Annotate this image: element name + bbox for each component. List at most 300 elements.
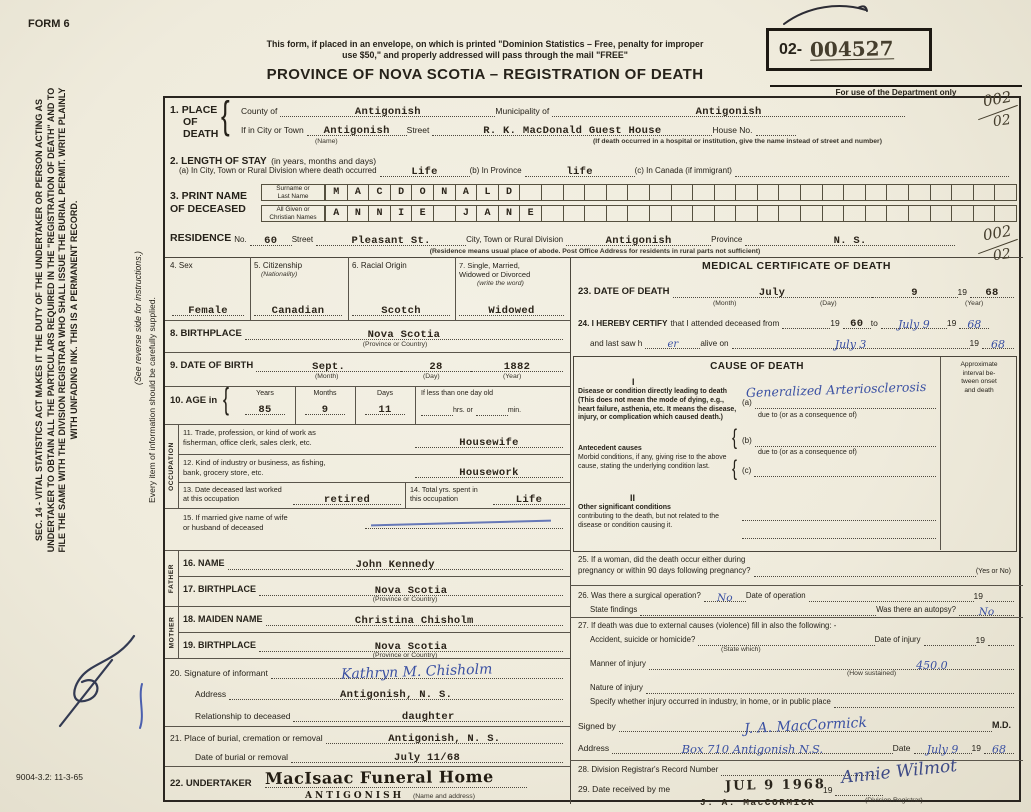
letter-cell	[843, 206, 865, 221]
physician-address-line	[612, 739, 892, 754]
field-1-row-county	[241, 104, 905, 117]
physician-signature: J. A. MacCormick	[743, 714, 868, 738]
letter-cell: A	[476, 206, 498, 221]
field-2-row	[179, 164, 1009, 177]
letter-cell	[584, 185, 606, 200]
age-less-label: If less than one day old	[421, 390, 493, 397]
specify-line	[834, 696, 1014, 708]
pregnancy-line	[754, 565, 976, 577]
city-town-value-line	[307, 123, 407, 136]
letter-cell	[930, 206, 952, 221]
birth-month-sub: (Month)	[315, 373, 339, 380]
cause-c-label: (c)	[742, 466, 752, 476]
field-11-label: 11. Trade, profession, or kind of work as fisherman, office clerk, sales clerk, etc.	[183, 428, 316, 447]
house-no-label: House No.	[712, 124, 753, 135]
letter-cell	[692, 185, 714, 200]
field-12-label: 12. Kind of industry or business, as fishing, bank, grocery store, etc.	[183, 458, 326, 477]
marital-line	[459, 303, 564, 316]
certify-label-rest: that I attended deceased from	[670, 318, 780, 328]
residence-no-line	[250, 232, 292, 246]
age-months-label: Months	[313, 390, 337, 397]
row-divider	[179, 454, 570, 455]
form-number: FORM 6	[28, 18, 70, 30]
municipality-label: Municipality of	[495, 105, 550, 116]
field-18-row	[183, 612, 563, 626]
field-25-line1: 25. If a woman, did the death occur either during	[578, 555, 746, 564]
row-divider	[570, 585, 1023, 586]
letter-cell	[994, 206, 1016, 221]
letter-cell	[649, 206, 671, 221]
other-conditions-text: contributing to the death, but not related to the disease or condition causing it.	[578, 513, 719, 529]
death-month-value: July	[758, 286, 786, 299]
row-divider	[179, 482, 570, 483]
last-saw-mark-line	[645, 336, 700, 349]
row-divider	[165, 658, 570, 659]
sex-value: Female	[188, 304, 228, 317]
burial-place-value: Antigonish, N. S.	[388, 732, 501, 745]
physician-address-label: Address	[578, 742, 610, 753]
letter-cell	[886, 185, 908, 200]
field-28-row	[578, 764, 878, 776]
burial-place-label: 21. Place of burial, cremation or removal	[170, 732, 323, 743]
letter-cell	[714, 206, 736, 221]
birth-month-line	[256, 358, 401, 372]
attended-from-line	[782, 316, 830, 329]
residence-street-line	[316, 232, 466, 246]
letter-cell	[800, 206, 822, 221]
last-saw-date-value: July 3	[834, 338, 867, 351]
received-year-prefix: 19	[823, 784, 833, 795]
alive-on-label: alive on	[700, 338, 729, 348]
stay-b-label: (b) In Province	[469, 166, 522, 176]
certify-label-bold: 24. I HEREBY CERTIFY	[578, 318, 668, 328]
occupation-side-label: OCCUPATION	[165, 424, 179, 508]
operation-year-prefix: 19	[973, 590, 983, 601]
field-3-line2: OF DECEASED	[170, 202, 246, 215]
field-15-label: 15. If married give name of wife or husband of deceased	[183, 513, 288, 532]
field-16-row	[183, 556, 563, 570]
reverse-side-note: (See reverse side for instructions.)	[133, 251, 143, 385]
hospital-note: (If death occurred in a hospital or institution, give the name instead of street and number)	[593, 138, 882, 145]
death-month-sub: (Month)	[713, 300, 737, 307]
letter-cell	[541, 206, 563, 221]
findings-line	[640, 604, 876, 616]
field-26-row1	[578, 590, 1014, 602]
to-year-line	[959, 316, 989, 329]
father-side-label: FATHER	[165, 550, 179, 606]
letter-cell: E	[411, 206, 433, 221]
autopsy-label: Was there an autopsy?	[876, 605, 956, 615]
row-divider	[165, 424, 570, 425]
other-fill-2	[742, 527, 936, 539]
residence-city-label: City, Town or Rural Division	[466, 235, 564, 245]
signed-row	[578, 714, 1014, 738]
cell-divider	[250, 257, 251, 320]
burial-date-row	[195, 750, 563, 763]
letter-cell	[563, 185, 585, 200]
letter-cell: J	[455, 206, 477, 221]
birth-day-line	[401, 358, 471, 372]
marital-label: 7. Single, Married, Widowed or Divorced	[459, 261, 531, 280]
age-days-label: Days	[377, 390, 393, 397]
death-month-line	[673, 284, 872, 298]
age-days-line	[365, 402, 405, 415]
saw-year-line	[982, 336, 1014, 349]
envelope-notice-line1: This form, if placed in an envelope, on which is printed "Dominion Statistics – Free, penalty for improper	[266, 39, 704, 49]
field-19-row	[183, 638, 563, 652]
cause-b-label: (b)	[742, 436, 752, 446]
birthplace-value: Nova Scotia	[367, 328, 441, 341]
operation-date-label: Date of operation	[745, 591, 806, 601]
marital-sub: (write the word)	[477, 280, 524, 287]
letter-cell	[778, 185, 800, 200]
birth-month-value: Sept.	[312, 360, 346, 373]
cause-c-line	[754, 465, 936, 477]
stay-a-label: (a) In City, Town or Rural Division where death occurred	[179, 166, 377, 176]
letter-cell: O	[411, 185, 433, 200]
field-3-label	[170, 190, 247, 215]
informant-label: 20. Signature of informant	[170, 667, 268, 678]
residence-note: (Residence means usual place of abode. Post Office Address for residents in rural parts not sufficient)	[429, 248, 761, 255]
cause-of-death-box	[573, 356, 1017, 552]
residence-no-value: 60	[264, 234, 278, 247]
stay-b-line	[525, 164, 635, 177]
envelope-notice-line2: use $50," and properly addressed will pass through the mail "FREE"	[342, 49, 628, 60]
letter-cell	[757, 206, 779, 221]
mother-maiden-line	[266, 612, 563, 626]
field-20-row	[170, 661, 563, 683]
age-hrs-line	[421, 404, 453, 416]
age-less-row	[421, 404, 561, 416]
field-25-line2: pregnancy or within 90 days following pregnancy?	[578, 566, 751, 576]
age-days-value: 11	[378, 403, 392, 416]
burial-place-line	[326, 731, 563, 744]
physician-signature-line	[619, 714, 992, 738]
age-months-value: 9	[321, 403, 329, 416]
supply-note: Every item of information should be carefully supplied.	[147, 297, 157, 503]
street-value-line	[432, 123, 712, 136]
yes-or-no-label: (Yes or No)	[975, 568, 1011, 576]
cell-divider	[415, 386, 416, 424]
field-12-row	[415, 465, 563, 478]
total-years-line	[493, 492, 565, 505]
field-24-row1	[578, 316, 1016, 329]
field-23-row	[578, 284, 1014, 298]
informant-relationship-row	[195, 709, 563, 722]
citizenship-value: Canadian	[271, 304, 325, 317]
industry-line	[415, 465, 563, 478]
letter-cell: C	[368, 185, 390, 200]
field-25-row	[578, 565, 1014, 577]
field-13-row	[293, 492, 401, 505]
letter-cell	[865, 206, 887, 221]
letter-cell	[951, 185, 973, 200]
pen-mark-icon	[778, 0, 874, 28]
cell-divider	[455, 257, 456, 320]
field-1-word3: DEATH	[183, 128, 219, 141]
manner-value: 450.0	[916, 659, 948, 672]
brace-glyph: {	[732, 424, 738, 451]
informant-signature: Kathryn M. Chisholm	[341, 661, 493, 683]
last-worked-value: retired	[323, 493, 371, 506]
to-date-line	[881, 316, 947, 329]
trade-line	[415, 435, 563, 448]
letter-cell: D	[498, 185, 520, 200]
nature-line	[646, 682, 1014, 694]
mother-maiden-label: 18. MAIDEN NAME	[183, 614, 263, 625]
operation-year-line	[986, 590, 1014, 602]
given-names-letter-boxes	[325, 205, 1017, 222]
surname-box-label: Surname or Last Name	[261, 184, 325, 201]
residence-street-label: Street	[291, 235, 314, 245]
interval-header: Approximate interval be- tween onset and death	[960, 361, 998, 394]
cause-b-line	[755, 435, 936, 447]
saw-prefix: 19	[969, 337, 979, 348]
letter-cell: A	[347, 185, 369, 200]
brace-glyph: {	[221, 92, 230, 138]
letter-cell	[671, 185, 693, 200]
marital-value: Widowed	[488, 304, 535, 317]
street-value: R. K. MacDonald Guest House	[483, 124, 662, 137]
column-divider	[570, 257, 571, 804]
registrar-signature: Annie Wilmot	[840, 755, 958, 789]
last-saw-mark: er	[667, 339, 679, 350]
field-27-row1	[590, 634, 1014, 646]
letter-cell	[627, 206, 649, 221]
to-date-value: July 9	[897, 318, 930, 331]
field-1-word1: PLACE	[181, 104, 218, 116]
mother-side-label: MOTHER	[165, 606, 179, 658]
letter-cell: A	[455, 185, 477, 200]
letter-cell	[886, 206, 908, 221]
field-27-row4	[590, 696, 1014, 708]
father-name-value: John Kennedy	[355, 558, 435, 571]
letter-cell	[930, 185, 952, 200]
undertaker-city-stamp: ANTIGONISH	[305, 791, 405, 801]
signed-year-value: 68	[992, 743, 1006, 756]
municipality-value: Antigonish	[695, 105, 762, 118]
signed-year-prefix: 19	[971, 742, 981, 753]
residence-province-line	[745, 232, 955, 246]
citizenship-line	[254, 303, 342, 316]
last-saw-label: and last saw h	[590, 338, 643, 348]
letter-cell	[843, 185, 865, 200]
to-prefix: 19	[946, 317, 957, 328]
roman-one: I	[632, 377, 635, 387]
field-17-row	[183, 582, 563, 596]
stay-b-value: life	[566, 165, 593, 178]
letter-cell	[541, 185, 563, 200]
roman-two: II	[630, 493, 636, 503]
birth-day-value: 28	[429, 360, 443, 373]
letter-cell	[433, 206, 455, 221]
letter-cell	[994, 185, 1016, 200]
injury-date-label: Date of injury	[874, 635, 921, 645]
stay-a-value: Life	[411, 165, 438, 178]
field-26-row2	[590, 604, 1014, 616]
letter-cell	[973, 185, 995, 200]
undertaker-label: 22. UNDERTAKER	[170, 778, 252, 789]
age-months-line	[305, 402, 345, 415]
injury-date-line	[924, 634, 976, 646]
state-which-sub: (State which)	[721, 646, 761, 653]
field-2-title: 2. LENGTH OF STAY	[170, 156, 267, 167]
municipality-value-line	[552, 104, 905, 117]
record-number-label: 28. Division Registrar's Record Number	[578, 765, 719, 775]
dept-rule	[770, 85, 1022, 87]
antecedent-text: Morbid conditions, if any, giving rise to the above cause, stating the underlying condition last.	[578, 454, 727, 470]
date-of-death-label: 23. DATE OF DEATH	[578, 285, 670, 297]
letter-cell	[800, 185, 822, 200]
department-only-note: For use of the Department only	[835, 88, 957, 97]
sex-row	[172, 303, 244, 316]
letter-cell	[973, 206, 995, 221]
informant-address-row	[195, 687, 563, 700]
interval-divider	[940, 357, 941, 550]
birth-year-line	[471, 358, 563, 372]
letter-cell: N	[498, 206, 520, 221]
street-label: Street	[406, 124, 430, 135]
mother-birthplace-label: 19. BIRTHPLACE	[183, 640, 257, 651]
letter-cell: N	[347, 206, 369, 221]
death-day-line	[872, 284, 958, 298]
residence-street-value: Pleasant St.	[351, 234, 431, 247]
residence-city-value: Antigonish	[605, 234, 672, 247]
field-21-row	[170, 731, 563, 744]
age-hrs-label: hrs. or	[453, 407, 473, 415]
letter-cell	[714, 185, 736, 200]
city-town-label: If in City or Town	[241, 124, 304, 135]
margin-code-2b: 02	[991, 245, 1012, 265]
division-registrar-sub: (Division Registrar)	[865, 797, 923, 804]
given-names-box-label: All Given or Christian Names	[261, 205, 325, 222]
row-divider	[165, 766, 570, 767]
letter-cell: N	[368, 206, 390, 221]
informant-address-label: Address	[195, 688, 227, 699]
field-14-row	[493, 492, 565, 505]
death-day-sub: (Day)	[820, 300, 837, 307]
sex-label: 4. Sex	[170, 261, 193, 270]
letter-cell: D	[390, 185, 412, 200]
cell-divider	[405, 482, 406, 508]
citizenship-label: 5. Citizenship	[254, 261, 303, 270]
disease-description: Disease or condition directly leading to death (This does not mean the mode of dying, e.g., heart failure, asthenia, etc. It means the disease, injury, or complication which caused death.)	[578, 388, 737, 422]
racial-origin-label: 6. Racial Origin	[352, 261, 407, 270]
to-year-value: 68	[967, 318, 982, 331]
age-years-label: Years	[256, 390, 274, 397]
age-years-row	[245, 402, 285, 415]
undertaker-line	[265, 787, 527, 788]
father-name-label: 16. NAME	[183, 558, 225, 569]
industry-value: Housework	[459, 466, 519, 479]
autopsy-value: No	[978, 605, 995, 618]
racial-origin-row	[352, 303, 450, 316]
letter-cell	[865, 185, 887, 200]
informant-address-line	[229, 687, 563, 700]
cause-a-value: Generalized Arteriosclerosis	[745, 378, 927, 401]
surname-letter-boxes	[325, 184, 1017, 201]
age-years-line	[245, 402, 285, 415]
racial-origin-value: Scotch	[381, 304, 421, 317]
letter-cell	[563, 206, 585, 221]
total-years-value: Life	[515, 493, 543, 506]
birth-day-sub: (Day)	[423, 373, 440, 380]
signed-year-line	[984, 739, 1014, 754]
autopsy-line	[959, 604, 1014, 616]
birth-year-value: 1882	[503, 360, 531, 373]
physician-address-value: Box 710 Antigonish N.S.	[681, 741, 824, 756]
letter-cell	[671, 206, 693, 221]
stay-c-line	[735, 164, 1009, 177]
registration-number-box	[766, 28, 932, 71]
residence-province-label: Province	[711, 235, 743, 245]
sex-line	[172, 303, 244, 316]
how-sustained-sub: (How sustained)	[847, 670, 897, 677]
undertaker-stamp: MacIsaac Funeral Home	[264, 767, 494, 788]
age-min-line	[476, 404, 508, 416]
last-worked-line	[293, 492, 401, 505]
brace-glyph: {	[223, 382, 230, 416]
age-label: 10. AGE in	[170, 395, 218, 406]
death-year-line	[970, 284, 1014, 298]
field-24-row2	[590, 336, 1014, 349]
citizenship-sub: (Nationality)	[261, 271, 298, 278]
row-divider	[165, 550, 570, 551]
to-word: to	[870, 317, 878, 328]
letter-cell	[519, 185, 541, 200]
cause-of-death-title: CAUSE OF DEATH	[710, 361, 804, 372]
death-day-value: 9	[911, 286, 918, 299]
letter-cell	[584, 206, 606, 221]
field-3-line1: 3. PRINT NAME	[170, 190, 248, 202]
mother-maiden-value: Christina Chisholm	[354, 614, 474, 627]
row-divider	[165, 320, 570, 321]
operation-date-line	[809, 590, 974, 602]
other-line-1	[742, 509, 936, 521]
field-8-row	[170, 326, 563, 340]
residence-no-label: No.	[234, 235, 247, 245]
letter-cell	[757, 185, 779, 200]
residence-label: RESIDENCE	[170, 232, 232, 245]
row-divider	[165, 352, 570, 353]
other-conditions-title: Other significant conditions	[578, 504, 671, 511]
saw-year-value: 68	[991, 338, 1005, 351]
house-no-line	[756, 123, 796, 136]
field-14-label: 14. Total yrs. spent in this occupation	[410, 485, 478, 504]
antecedent-title: Antecedent causes	[578, 445, 642, 452]
letter-cell: N	[433, 185, 455, 200]
name-sub-label: (Name)	[315, 138, 338, 145]
cause-b-row	[742, 435, 936, 447]
manner-label: Manner of injury	[590, 659, 646, 669]
birthplace-line	[245, 326, 563, 340]
age-days-row	[365, 402, 405, 415]
md-label: M.D.	[992, 720, 1011, 731]
burial-date-line	[291, 750, 563, 763]
death-year-sub: (Year)	[965, 300, 984, 307]
letter-cell	[606, 185, 628, 200]
residence-province-value: N. S.	[833, 234, 867, 247]
death-year-value: 68	[985, 286, 999, 299]
letter-cell	[822, 185, 844, 200]
father-birthplace-line	[259, 582, 563, 596]
section-divider	[165, 257, 1023, 258]
age-months-row	[305, 402, 345, 415]
letter-cell	[778, 206, 800, 221]
injury-year-prefix: 19	[975, 634, 985, 645]
print-code: 9004-3.2: 11-3-65	[16, 772, 83, 782]
physician-typed-name: J. A. MacCORMICK	[700, 797, 816, 808]
